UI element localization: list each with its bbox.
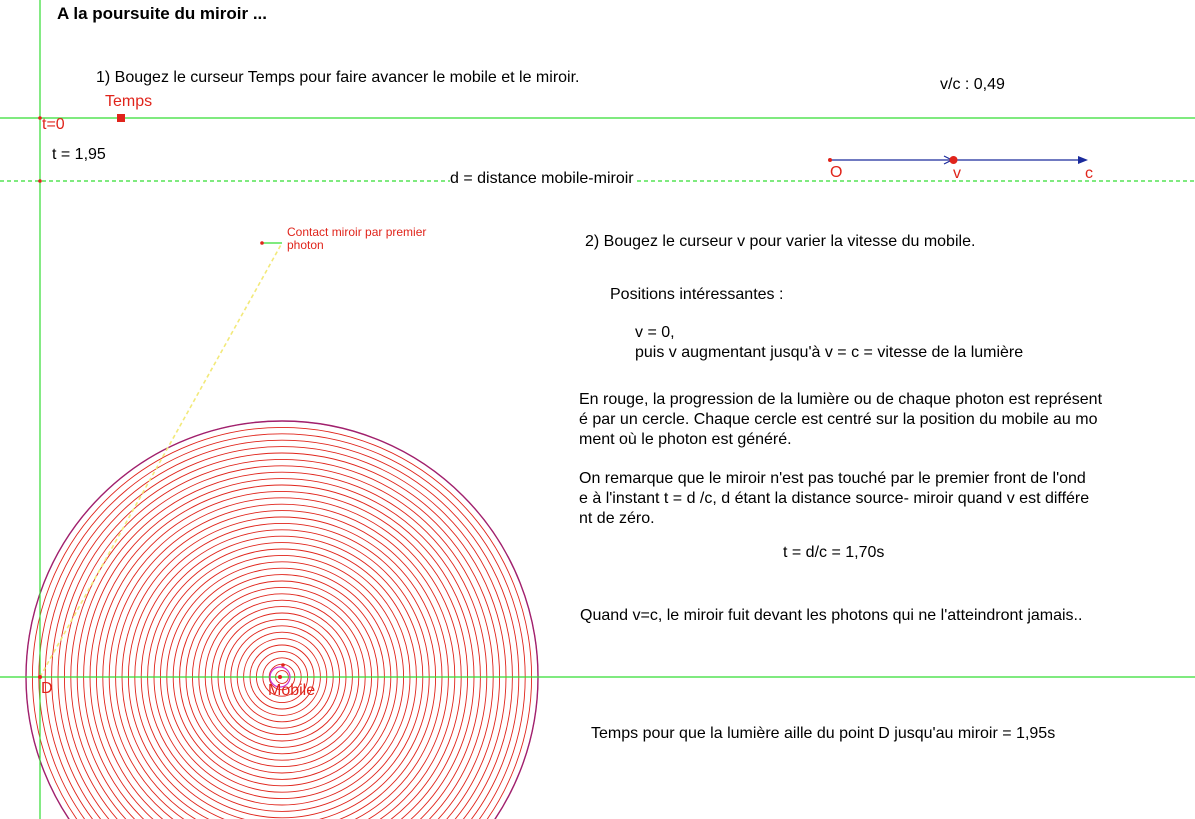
v-slider-handle[interactable] bbox=[950, 156, 958, 164]
instruction-v: 2) Bougez le curseur v pour varier la vitesse du mobile. bbox=[585, 233, 976, 250]
contact-point bbox=[260, 241, 264, 245]
wavefront-circle bbox=[122, 517, 442, 819]
point-d-label: D bbox=[41, 680, 53, 697]
outer-wavefront-circle bbox=[26, 421, 538, 819]
positions-title: Positions intéressantes : bbox=[610, 286, 784, 303]
wavefront-circles bbox=[26, 421, 538, 819]
mobile-label: Mobile bbox=[268, 682, 316, 699]
contact-mirror-label: Contact miroir par premier photon bbox=[287, 225, 427, 252]
time-result: Temps pour que la lumière aille du point D jusqu'au miroir = 1,95s bbox=[591, 725, 1056, 742]
temps-slider-handle[interactable] bbox=[117, 114, 125, 122]
mirror-top-point bbox=[38, 179, 42, 183]
wavefront-circle bbox=[103, 498, 461, 819]
page-title: A la poursuite du miroir ... bbox=[57, 4, 268, 23]
quand-v-egal-c: Quand v=c, le miroir fuit devant les photons qui ne l'atteindront jamais.. bbox=[580, 607, 1083, 624]
wavefront-circle bbox=[26, 421, 538, 819]
mobile-point bbox=[278, 675, 282, 679]
time-value: t = 1,95 bbox=[52, 146, 106, 163]
formula: t = d/c = 1,70s bbox=[783, 544, 885, 561]
wavefront-circle bbox=[90, 485, 474, 819]
photon-path bbox=[40, 243, 282, 677]
velocity-arrowhead bbox=[1078, 156, 1088, 164]
temps-slider-label: Temps bbox=[105, 93, 153, 110]
vc-ratio: v/c : 0,49 bbox=[940, 76, 1005, 93]
v-value-label: v bbox=[953, 165, 961, 182]
instruction-temps: 1) Bougez le curseur Temps pour faire avancer le mobile et le miroir. bbox=[96, 69, 580, 86]
paragraph-mirror: On remarque que le miroir n'est pas touché par le premier front de l'ond e à l'instant t = d /c, d étant la distance source- miroir quand v est différe nt de zéro. bbox=[579, 470, 1090, 527]
wavefront-circle bbox=[135, 530, 429, 819]
paragraph-red-circles: En rouge, la progression de la lumière ou de chaque photon est représent é par un cercle. Chaque cercle est centré sur la position du mobile au mo ment où le photon est généré. bbox=[579, 391, 1103, 448]
origin-point bbox=[828, 158, 832, 162]
t0-label: t=0 bbox=[42, 116, 65, 133]
c-label: c bbox=[1085, 165, 1093, 182]
wavefront-circle bbox=[128, 523, 435, 819]
positions-list: v = 0, puis v augmentant jusqu'à v = c = vitesse de la lumière bbox=[635, 324, 1024, 361]
mobile-top-point bbox=[281, 663, 285, 667]
v-origin-label: O bbox=[830, 164, 843, 181]
wavefront-circle bbox=[52, 447, 513, 819]
distance-label: d = distance mobile-miroir bbox=[450, 170, 634, 187]
